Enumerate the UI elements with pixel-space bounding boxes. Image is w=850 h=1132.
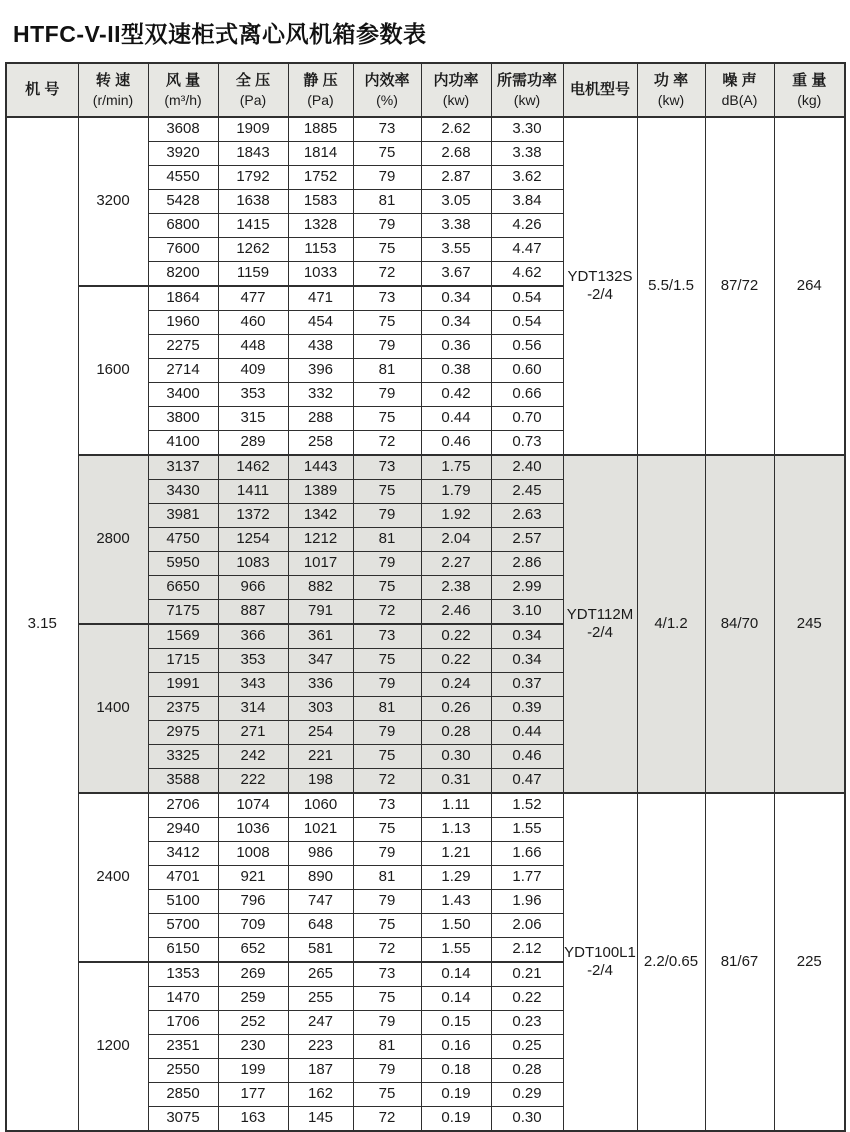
total-pressure-cell: 366 <box>218 624 288 649</box>
required-power-cell: 3.38 <box>491 142 563 166</box>
required-power-cell: 1.66 <box>491 842 563 866</box>
airflow-cell: 2975 <box>148 721 218 745</box>
efficiency-cell: 81 <box>353 528 421 552</box>
total-pressure-cell: 1372 <box>218 504 288 528</box>
static-pressure-cell: 336 <box>288 673 353 697</box>
total-pressure-cell: 199 <box>218 1059 288 1083</box>
internal-power-cell: 3.55 <box>421 238 491 262</box>
total-pressure-cell: 1008 <box>218 842 288 866</box>
table-row <box>6 793 845 818</box>
static-pressure-cell: 288 <box>288 407 353 431</box>
efficiency-cell: 79 <box>353 166 421 190</box>
efficiency-cell: 81 <box>353 1035 421 1059</box>
total-pressure-cell: 1462 <box>218 455 288 480</box>
internal-power-cell: 1.11 <box>421 793 491 818</box>
static-pressure-cell: 198 <box>288 769 353 794</box>
efficiency-cell: 75 <box>353 311 421 335</box>
total-pressure-cell: 242 <box>218 745 288 769</box>
static-pressure-cell: 1212 <box>288 528 353 552</box>
static-pressure-cell: 162 <box>288 1083 353 1107</box>
total-pressure-cell: 269 <box>218 962 288 987</box>
speed-cell: 2800 <box>78 455 148 624</box>
internal-power-cell: 0.46 <box>421 431 491 456</box>
internal-power-cell: 0.18 <box>421 1059 491 1083</box>
airflow-cell: 1715 <box>148 649 218 673</box>
motor-model-line2: -2/4 <box>587 624 613 641</box>
static-pressure-cell: 1389 <box>288 480 353 504</box>
motor-model-line1: YDT112M <box>566 606 634 623</box>
static-pressure-cell: 303 <box>288 697 353 721</box>
internal-power-cell: 1.50 <box>421 914 491 938</box>
internal-power-cell: 2.62 <box>421 117 491 142</box>
header-power: 功 率 (kw) <box>637 63 705 117</box>
motor-model-cell <box>563 455 637 793</box>
efficiency-cell: 73 <box>353 286 421 311</box>
power-cell: 2.2/0.65 <box>637 793 705 1131</box>
speed-cell: 2400 <box>78 793 148 962</box>
header-airflow: 风 量 (m³/h) <box>148 63 218 117</box>
airflow-cell: 2550 <box>148 1059 218 1083</box>
airflow-cell: 6800 <box>148 214 218 238</box>
total-pressure-cell: 1083 <box>218 552 288 576</box>
efficiency-cell: 73 <box>353 962 421 987</box>
total-pressure-cell: 448 <box>218 335 288 359</box>
internal-power-cell: 0.19 <box>421 1083 491 1107</box>
required-power-cell: 0.21 <box>491 962 563 987</box>
required-power-cell: 0.44 <box>491 721 563 745</box>
header-row <box>6 63 845 117</box>
motor-model-cell <box>563 793 637 1131</box>
required-power-cell: 3.30 <box>491 117 563 142</box>
efficiency-cell: 79 <box>353 721 421 745</box>
header-required-power: 所需功率 (kw) <box>491 63 563 117</box>
required-power-cell: 4.26 <box>491 214 563 238</box>
airflow-cell: 2375 <box>148 697 218 721</box>
required-power-cell: 0.73 <box>491 431 563 456</box>
internal-power-cell: 2.46 <box>421 600 491 625</box>
airflow-cell: 3400 <box>148 383 218 407</box>
static-pressure-cell: 187 <box>288 1059 353 1083</box>
header-machine-no: 机 号 <box>6 63 78 117</box>
airflow-cell: 6150 <box>148 938 218 963</box>
internal-power-cell: 0.31 <box>421 769 491 794</box>
airflow-cell: 1353 <box>148 962 218 987</box>
efficiency-cell: 75 <box>353 238 421 262</box>
internal-power-cell: 0.14 <box>421 987 491 1011</box>
required-power-cell: 1.96 <box>491 890 563 914</box>
static-pressure-cell: 265 <box>288 962 353 987</box>
internal-power-cell: 2.27 <box>421 552 491 576</box>
internal-power-cell: 3.38 <box>421 214 491 238</box>
internal-power-cell: 1.55 <box>421 938 491 963</box>
internal-power-cell: 2.68 <box>421 142 491 166</box>
header-static-pressure: 静 压 (Pa) <box>288 63 353 117</box>
internal-power-cell: 1.79 <box>421 480 491 504</box>
static-pressure-cell: 1885 <box>288 117 353 142</box>
header-internal-power: 内功率 (kw) <box>421 63 491 117</box>
airflow-cell: 3325 <box>148 745 218 769</box>
static-pressure-cell: 255 <box>288 987 353 1011</box>
total-pressure-cell: 230 <box>218 1035 288 1059</box>
airflow-cell: 3920 <box>148 142 218 166</box>
internal-power-cell: 3.67 <box>421 262 491 287</box>
internal-power-cell: 2.04 <box>421 528 491 552</box>
internal-power-cell: 0.15 <box>421 1011 491 1035</box>
static-pressure-cell: 438 <box>288 335 353 359</box>
noise-cell: 81/67 <box>705 793 774 1131</box>
internal-power-cell: 3.05 <box>421 190 491 214</box>
static-pressure-cell: 791 <box>288 600 353 625</box>
required-power-cell: 1.77 <box>491 866 563 890</box>
internal-power-cell: 0.24 <box>421 673 491 697</box>
total-pressure-cell: 314 <box>218 697 288 721</box>
static-pressure-cell: 1153 <box>288 238 353 262</box>
weight-cell: 225 <box>774 793 845 1131</box>
motor-model-line2: -2/4 <box>587 962 613 979</box>
airflow-cell: 2940 <box>148 818 218 842</box>
noise-cell: 84/70 <box>705 455 774 793</box>
header-weight: 重 量 (kg) <box>774 63 845 117</box>
total-pressure-cell: 252 <box>218 1011 288 1035</box>
static-pressure-cell: 986 <box>288 842 353 866</box>
static-pressure-cell: 347 <box>288 649 353 673</box>
total-pressure-cell: 1415 <box>218 214 288 238</box>
speed-cell: 3200 <box>78 117 148 286</box>
static-pressure-cell: 1021 <box>288 818 353 842</box>
airflow-cell: 4100 <box>148 431 218 456</box>
static-pressure-cell: 1060 <box>288 793 353 818</box>
table-row <box>6 117 845 142</box>
required-power-cell: 2.12 <box>491 938 563 963</box>
total-pressure-cell: 1036 <box>218 818 288 842</box>
total-pressure-cell: 1262 <box>218 238 288 262</box>
total-pressure-cell: 289 <box>218 431 288 456</box>
airflow-cell: 1991 <box>148 673 218 697</box>
required-power-cell: 0.23 <box>491 1011 563 1035</box>
internal-power-cell: 0.34 <box>421 311 491 335</box>
internal-power-cell: 0.42 <box>421 383 491 407</box>
total-pressure-cell: 1638 <box>218 190 288 214</box>
efficiency-cell: 72 <box>353 431 421 456</box>
power-cell: 4/1.2 <box>637 455 705 793</box>
required-power-cell: 0.66 <box>491 383 563 407</box>
total-pressure-cell: 1159 <box>218 262 288 287</box>
efficiency-cell: 79 <box>353 842 421 866</box>
internal-power-cell: 0.38 <box>421 359 491 383</box>
airflow-cell: 2706 <box>148 793 218 818</box>
airflow-cell: 3075 <box>148 1107 218 1132</box>
airflow-cell: 3800 <box>148 407 218 431</box>
internal-power-cell: 2.87 <box>421 166 491 190</box>
airflow-cell: 5700 <box>148 914 218 938</box>
required-power-cell: 0.60 <box>491 359 563 383</box>
airflow-cell: 4550 <box>148 166 218 190</box>
required-power-cell: 4.62 <box>491 262 563 287</box>
required-power-cell: 3.10 <box>491 600 563 625</box>
airflow-cell: 2351 <box>148 1035 218 1059</box>
static-pressure-cell: 890 <box>288 866 353 890</box>
efficiency-cell: 79 <box>353 335 421 359</box>
static-pressure-cell: 258 <box>288 431 353 456</box>
total-pressure-cell: 1843 <box>218 142 288 166</box>
required-power-cell: 3.84 <box>491 190 563 214</box>
efficiency-cell: 81 <box>353 866 421 890</box>
efficiency-cell: 75 <box>353 142 421 166</box>
static-pressure-cell: 332 <box>288 383 353 407</box>
required-power-cell: 2.99 <box>491 576 563 600</box>
required-power-cell: 0.28 <box>491 1059 563 1083</box>
static-pressure-cell: 1814 <box>288 142 353 166</box>
internal-power-cell: 1.21 <box>421 842 491 866</box>
required-power-cell: 0.56 <box>491 335 563 359</box>
internal-power-cell: 0.34 <box>421 286 491 311</box>
internal-power-cell: 0.44 <box>421 407 491 431</box>
total-pressure-cell: 1909 <box>218 117 288 142</box>
static-pressure-cell: 1342 <box>288 504 353 528</box>
static-pressure-cell: 396 <box>288 359 353 383</box>
internal-power-cell: 1.13 <box>421 818 491 842</box>
required-power-cell: 0.29 <box>491 1083 563 1107</box>
required-power-cell: 0.54 <box>491 311 563 335</box>
weight-cell: 264 <box>774 117 845 455</box>
static-pressure-cell: 581 <box>288 938 353 963</box>
required-power-cell: 0.22 <box>491 987 563 1011</box>
efficiency-cell: 75 <box>353 987 421 1011</box>
required-power-cell: 0.47 <box>491 769 563 794</box>
airflow-cell: 1960 <box>148 311 218 335</box>
page-title: HTFC-V-II型双速柜式离心风机箱参数表 <box>13 21 427 47</box>
header-noise: 噪 声 dB(A) <box>705 63 774 117</box>
required-power-cell: 2.06 <box>491 914 563 938</box>
internal-power-cell: 2.38 <box>421 576 491 600</box>
static-pressure-cell: 1017 <box>288 552 353 576</box>
internal-power-cell: 0.22 <box>421 624 491 649</box>
required-power-cell: 2.63 <box>491 504 563 528</box>
total-pressure-cell: 887 <box>218 600 288 625</box>
motor-model-line1: YDT100L1 <box>564 944 636 961</box>
airflow-cell: 1706 <box>148 1011 218 1035</box>
total-pressure-cell: 966 <box>218 576 288 600</box>
table-row <box>6 455 845 480</box>
total-pressure-cell: 652 <box>218 938 288 963</box>
required-power-cell: 0.39 <box>491 697 563 721</box>
total-pressure-cell: 1074 <box>218 793 288 818</box>
noise-cell: 87/72 <box>705 117 774 455</box>
total-pressure-cell: 353 <box>218 383 288 407</box>
airflow-cell: 8200 <box>148 262 218 287</box>
internal-power-cell: 0.36 <box>421 335 491 359</box>
efficiency-cell: 79 <box>353 214 421 238</box>
internal-power-cell: 0.14 <box>421 962 491 987</box>
airflow-cell: 1569 <box>148 624 218 649</box>
total-pressure-cell: 271 <box>218 721 288 745</box>
airflow-cell: 3608 <box>148 117 218 142</box>
total-pressure-cell: 921 <box>218 866 288 890</box>
airflow-cell: 1864 <box>148 286 218 311</box>
static-pressure-cell: 247 <box>288 1011 353 1035</box>
table-body <box>6 117 845 1131</box>
required-power-cell: 4.47 <box>491 238 563 262</box>
efficiency-cell: 75 <box>353 649 421 673</box>
static-pressure-cell: 1033 <box>288 262 353 287</box>
airflow-cell: 2275 <box>148 335 218 359</box>
efficiency-cell: 79 <box>353 1011 421 1035</box>
parameters-table <box>5 62 846 1132</box>
efficiency-cell: 72 <box>353 600 421 625</box>
airflow-cell: 5100 <box>148 890 218 914</box>
airflow-cell: 5428 <box>148 190 218 214</box>
total-pressure-cell: 460 <box>218 311 288 335</box>
efficiency-cell: 81 <box>353 359 421 383</box>
header-speed: 转 速 (r/min) <box>78 63 148 117</box>
efficiency-cell: 81 <box>353 697 421 721</box>
internal-power-cell: 0.28 <box>421 721 491 745</box>
airflow-cell: 5950 <box>148 552 218 576</box>
static-pressure-cell: 145 <box>288 1107 353 1132</box>
total-pressure-cell: 315 <box>218 407 288 431</box>
total-pressure-cell: 163 <box>218 1107 288 1132</box>
efficiency-cell: 72 <box>353 262 421 287</box>
required-power-cell: 3.62 <box>491 166 563 190</box>
header-total-pressure: 全 压 (Pa) <box>218 63 288 117</box>
efficiency-cell: 79 <box>353 552 421 576</box>
airflow-cell: 1470 <box>148 987 218 1011</box>
efficiency-cell: 75 <box>353 1083 421 1107</box>
efficiency-cell: 72 <box>353 938 421 963</box>
header-efficiency: 内效率 (%) <box>353 63 421 117</box>
efficiency-cell: 79 <box>353 673 421 697</box>
efficiency-cell: 73 <box>353 455 421 480</box>
airflow-cell: 2714 <box>148 359 218 383</box>
efficiency-cell: 81 <box>353 190 421 214</box>
total-pressure-cell: 477 <box>218 286 288 311</box>
total-pressure-cell: 1792 <box>218 166 288 190</box>
airflow-cell: 4750 <box>148 528 218 552</box>
efficiency-cell: 73 <box>353 117 421 142</box>
total-pressure-cell: 353 <box>218 649 288 673</box>
required-power-cell: 1.55 <box>491 818 563 842</box>
static-pressure-cell: 223 <box>288 1035 353 1059</box>
efficiency-cell: 75 <box>353 818 421 842</box>
airflow-cell: 7175 <box>148 600 218 625</box>
static-pressure-cell: 254 <box>288 721 353 745</box>
internal-power-cell: 1.92 <box>421 504 491 528</box>
static-pressure-cell: 1443 <box>288 455 353 480</box>
efficiency-cell: 75 <box>353 576 421 600</box>
airflow-cell: 7600 <box>148 238 218 262</box>
static-pressure-cell: 454 <box>288 311 353 335</box>
static-pressure-cell: 471 <box>288 286 353 311</box>
efficiency-cell: 75 <box>353 745 421 769</box>
airflow-cell: 3430 <box>148 480 218 504</box>
motor-model-line1: YDT132S <box>567 268 633 285</box>
required-power-cell: 2.57 <box>491 528 563 552</box>
power-cell: 5.5/1.5 <box>637 117 705 455</box>
airflow-cell: 3137 <box>148 455 218 480</box>
efficiency-cell: 79 <box>353 504 421 528</box>
speed-cell: 1400 <box>78 624 148 793</box>
internal-power-cell: 0.26 <box>421 697 491 721</box>
efficiency-cell: 79 <box>353 890 421 914</box>
motor-model-line2: -2/4 <box>587 286 613 303</box>
weight-cell: 245 <box>774 455 845 793</box>
static-pressure-cell: 361 <box>288 624 353 649</box>
airflow-cell: 2850 <box>148 1083 218 1107</box>
required-power-cell: 0.25 <box>491 1035 563 1059</box>
required-power-cell: 0.46 <box>491 745 563 769</box>
speed-cell: 1200 <box>78 962 148 1131</box>
static-pressure-cell: 1328 <box>288 214 353 238</box>
total-pressure-cell: 177 <box>218 1083 288 1107</box>
total-pressure-cell: 343 <box>218 673 288 697</box>
internal-power-cell: 1.43 <box>421 890 491 914</box>
airflow-cell: 4701 <box>148 866 218 890</box>
airflow-cell: 3981 <box>148 504 218 528</box>
efficiency-cell: 75 <box>353 480 421 504</box>
total-pressure-cell: 1254 <box>218 528 288 552</box>
required-power-cell: 1.52 <box>491 793 563 818</box>
efficiency-cell: 75 <box>353 914 421 938</box>
total-pressure-cell: 709 <box>218 914 288 938</box>
static-pressure-cell: 1752 <box>288 166 353 190</box>
airflow-cell: 3412 <box>148 842 218 866</box>
efficiency-cell: 73 <box>353 793 421 818</box>
speed-cell: 1600 <box>78 286 148 455</box>
required-power-cell: 2.40 <box>491 455 563 480</box>
total-pressure-cell: 409 <box>218 359 288 383</box>
machine-no-cell: 3.15 <box>6 117 78 1131</box>
required-power-cell: 0.70 <box>491 407 563 431</box>
static-pressure-cell: 747 <box>288 890 353 914</box>
required-power-cell: 0.34 <box>491 624 563 649</box>
required-power-cell: 2.45 <box>491 480 563 504</box>
required-power-cell: 2.86 <box>491 552 563 576</box>
internal-power-cell: 0.22 <box>421 649 491 673</box>
total-pressure-cell: 259 <box>218 987 288 1011</box>
motor-model-cell <box>563 117 637 455</box>
required-power-cell: 0.37 <box>491 673 563 697</box>
internal-power-cell: 1.29 <box>421 866 491 890</box>
total-pressure-cell: 1411 <box>218 480 288 504</box>
efficiency-cell: 73 <box>353 624 421 649</box>
required-power-cell: 0.34 <box>491 649 563 673</box>
internal-power-cell: 0.16 <box>421 1035 491 1059</box>
efficiency-cell: 75 <box>353 407 421 431</box>
static-pressure-cell: 648 <box>288 914 353 938</box>
total-pressure-cell: 222 <box>218 769 288 794</box>
internal-power-cell: 0.19 <box>421 1107 491 1132</box>
static-pressure-cell: 1583 <box>288 190 353 214</box>
required-power-cell: 0.30 <box>491 1107 563 1132</box>
static-pressure-cell: 221 <box>288 745 353 769</box>
efficiency-cell: 79 <box>353 1059 421 1083</box>
airflow-cell: 6650 <box>148 576 218 600</box>
required-power-cell: 0.54 <box>491 286 563 311</box>
internal-power-cell: 1.75 <box>421 455 491 480</box>
airflow-cell: 3588 <box>148 769 218 794</box>
efficiency-cell: 72 <box>353 1107 421 1132</box>
efficiency-cell: 72 <box>353 769 421 794</box>
static-pressure-cell: 882 <box>288 576 353 600</box>
header-motor-model: 电机型号 <box>563 63 637 117</box>
internal-power-cell: 0.30 <box>421 745 491 769</box>
efficiency-cell: 79 <box>353 383 421 407</box>
total-pressure-cell: 796 <box>218 890 288 914</box>
